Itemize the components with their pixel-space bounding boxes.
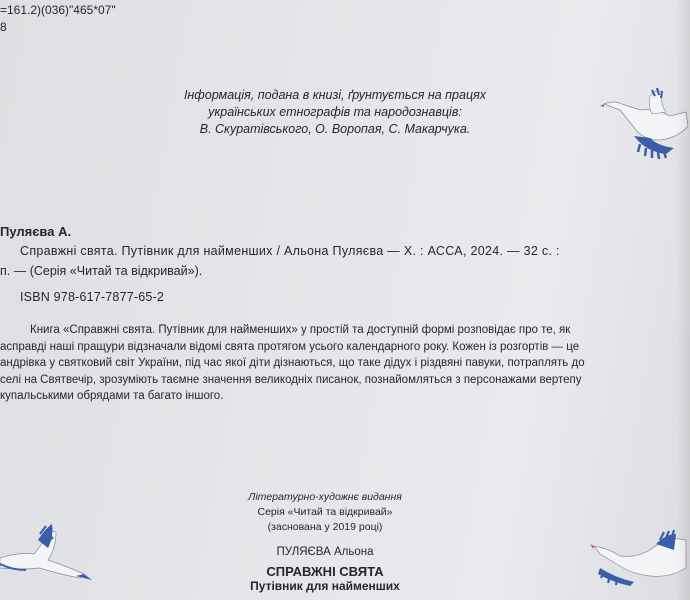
stork-illustration-icon [590,528,690,588]
imprint-author-name: ПУЛЯЄВА Альона [276,546,374,558]
imprint-founded: (заснована у 2019 році) [267,521,383,533]
annotation-line: купальськими обрядами та багато іншого. [0,390,224,402]
stork-illustration-icon [0,518,100,582]
catalog-record-line: Справжні свята. Путівник для найменших / Альона Пуляєва — Х. : АССА, 2024. — 32 с. : [20,244,560,258]
catalog-record-line: п. — (Серія «Читай та відкривай»). [0,264,203,278]
imprint-block [200,490,450,594]
annotation-line: асправді наші пращури відзначали відомі свята протягом усього календарного року. Кожен із розгортів — це [0,340,580,353]
page-edge-shadow [676,0,690,600]
sources-note-line: В. Скуратівського, О. Воропая, С. Макарчука. [199,122,471,136]
annotation-paragraph [0,322,680,405]
catalog-author: Пуляєва А. [0,224,72,239]
bbk-code: 8 [0,20,7,34]
udc-code: =161.2)(036)"465*07" [0,3,116,17]
sources-note [150,87,520,138]
imprint-book-title: СПРАВЖНІ СВЯТА [266,564,384,579]
imprint-series: Серія «Читай та відкривай» [257,506,393,518]
imprint-genre: Літературно-художнє видання [248,491,402,503]
sources-note-line: Інформація, подана в книзі, ґрунтується на працях [183,88,487,102]
isbn: ISBN 978-617-7877-65-2 [20,290,165,304]
sources-note-line: українських етнографів та народознавців: [208,105,462,119]
imprint-book-subtitle: Путівник для найменших [250,579,400,593]
annotation-line: андрівка у святковий світ України, під час якої діти дізнаються, що таке дідух і різдвяні павуки, потраплять до [0,357,585,369]
annotation-line: селі на Святвечір, зрозуміють таємне значення великодніх писанок, познайомляться з персонажами вертепу [0,373,582,386]
annotation-line: Книга «Справжні свята. Путівник для найменших» у простій та доступній формі розповідає про те, як [30,324,571,336]
